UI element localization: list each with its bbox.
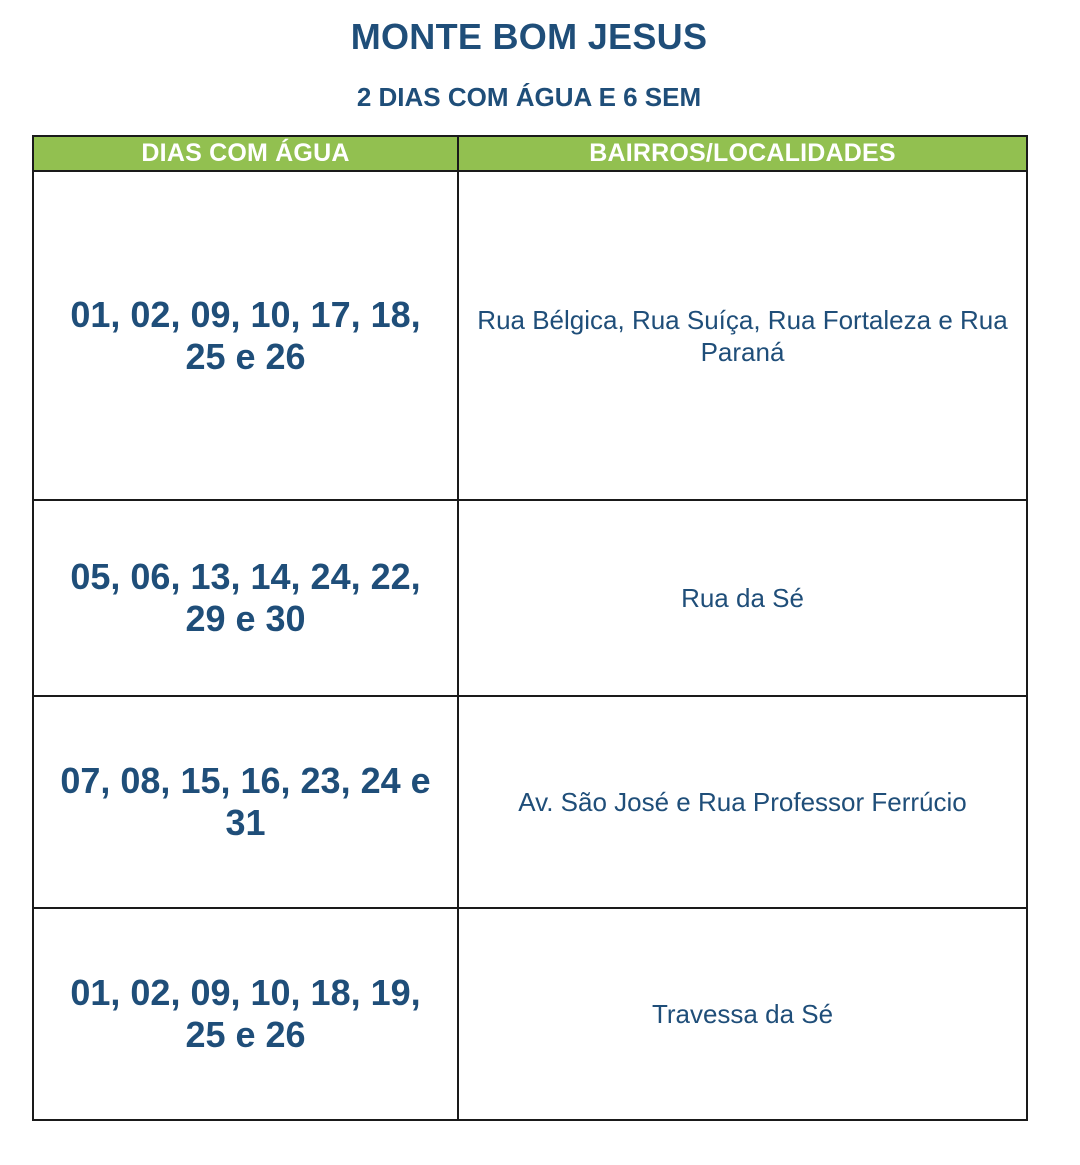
days-cell: 01, 02, 09, 10, 17, 18, 25 e 26 [33,171,458,500]
page-title: MONTE BOM JESUS [350,16,708,57]
places-cell: Rua Bélgica, Rua Suíça, Rua Fortaleza e Rua Paraná [458,171,1027,500]
header-places: BAIRROS/LOCALIDADES [458,136,1027,171]
table-row [33,696,1027,908]
places-cell: Av. São José e Rua Professor Ferrúcio [458,696,1027,908]
table-header [33,136,1027,171]
header-days: DIAS COM ÁGUA [33,136,458,171]
days-cell: 05, 06, 13, 14, 24, 22, 29 e 30 [33,500,458,696]
places-cell: Travessa da Sé [458,908,1027,1120]
days-cell: 07, 08, 15, 16, 23, 24 e 31 [33,696,458,908]
table-body [33,171,1027,1120]
places-cell: Rua da Sé [458,500,1027,696]
water-schedule-table [32,135,1028,1121]
days-cell: 01, 02, 09, 10, 18, 19, 25 e 26 [33,908,458,1120]
page-subtitle: 2 DIAS COM ÁGUA E 6 SEM [356,82,702,112]
table-row [33,171,1027,500]
table-row [33,500,1027,696]
header-row [33,136,1027,171]
table-row [33,908,1027,1120]
